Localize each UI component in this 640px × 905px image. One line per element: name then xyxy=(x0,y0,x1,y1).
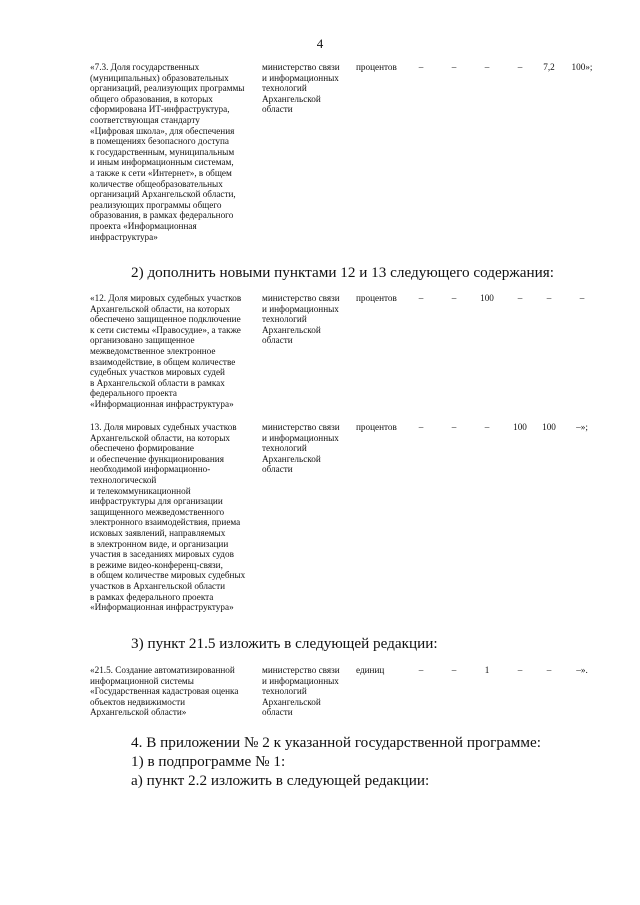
value-cell: – xyxy=(517,665,523,675)
indicator-name: «7.3. Доля государственных (муниципальных) образовательных организаций, реализующих программы общего образования, в которых сформирована ИТ-инфраструктура, соответствующая стандарту «Цифровая школа», для обеспечения в помещениях безопасного доступа к государственным, муниципальным и иным информационным системам, а также к сети «Интернет», в общем количестве общеобразовательных организаций Архангельской области, реализующих программы общего образования, в рамках федерального проекта «Информационная инфраструктура» xyxy=(90,62,245,242)
value-cell: – xyxy=(579,293,585,303)
value-cell: 1 xyxy=(484,665,490,675)
section-heading: 1) в подпрограмме № 1: xyxy=(131,753,286,770)
value-cell: – xyxy=(484,62,490,72)
value-cell: – xyxy=(418,293,424,303)
value-cell: – xyxy=(517,62,523,72)
responsible-executor: министерство связи и информационных технологий Архангельской области xyxy=(262,665,340,718)
value-cell: – xyxy=(418,62,424,72)
section-heading: 2) дополнить новыми пунктами 12 и 13 следующего содержания: xyxy=(131,264,554,281)
value-cell: – xyxy=(418,665,424,675)
unit-of-measure: процентов xyxy=(356,293,397,303)
page-number: 4 xyxy=(316,36,324,51)
value-cell: – xyxy=(451,422,457,432)
unit-of-measure: процентов xyxy=(356,62,397,72)
value-cell: – xyxy=(517,293,523,303)
section-heading: 3) пункт 21.5 изложить в следующей редакции: xyxy=(131,635,438,652)
indicator-name: «12. Доля мировых судебных участков Архангельской области, на которых обеспечено защищенное подключение к сети системы «Правосудие», а также организовано защищенное межведомственное электронное взаимодействие, в общем количестве судебных участков мировых судей в Архангельской области в рамках федерального проекта «Информационная инфраструктура» xyxy=(90,293,242,409)
section-heading: 4. В приложении № 2 к указанной государственной программе: xyxy=(131,734,541,751)
value-cell: –». xyxy=(576,665,588,675)
unit-of-measure: единиц xyxy=(356,665,385,675)
value-cell: – xyxy=(451,665,457,675)
responsible-executor: министерство связи и информационных технологий Архангельской области xyxy=(262,62,340,115)
indicator-name: 13. Доля мировых судебных участков Архангельской области, на которых обеспечено формирование и обеспечение функционирования необходимой информационно- технологической и телекоммуникационной инфраструктуры для организации защищенного межведомственного электронного взаимодействия, приема исковых заявлений, направляемых в электронном виде, и организации участия в заседаниях мировых судов в режиме видео-конференц-связи, в общем количестве мировых судебных участков в Архангельской области в рамках федерального проекта «Информационная инфраструктура» xyxy=(90,422,246,613)
value-cell: – xyxy=(451,62,457,72)
value-cell: – xyxy=(451,293,457,303)
value-cell: 100»; xyxy=(571,62,593,72)
value-cell: –»; xyxy=(576,422,588,432)
responsible-executor: министерство связи и информационных технологий Архангельской области xyxy=(262,293,340,346)
responsible-executor: министерство связи и информационных технологий Архангельской области xyxy=(262,422,340,475)
value-cell: – xyxy=(546,665,552,675)
section-heading: а) пункт 2.2 изложить в следующей редакции: xyxy=(131,772,430,789)
value-cell: – xyxy=(484,422,490,432)
value-cell: 100 xyxy=(480,293,494,303)
value-cell: – xyxy=(546,293,552,303)
value-cell: 100 xyxy=(513,422,527,432)
unit-of-measure: процентов xyxy=(356,422,397,432)
value-cell: 7,2 xyxy=(543,62,555,72)
value-cell: – xyxy=(418,422,424,432)
indicator-name: «21.5. Создание автоматизированной информационной системы «Государственная кадастровая оценка объектов недвижимости Архангельской области» xyxy=(90,665,239,718)
value-cell: 100 xyxy=(542,422,556,432)
